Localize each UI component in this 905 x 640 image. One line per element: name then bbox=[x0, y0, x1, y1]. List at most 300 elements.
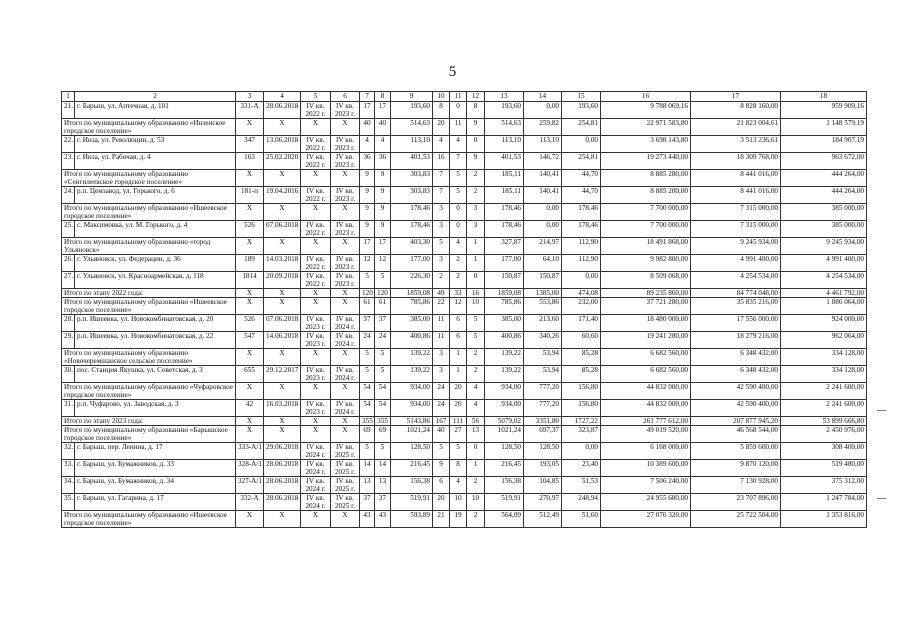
table-cell: 7 130 928,00 bbox=[691, 477, 781, 494]
table-cell: 181-п bbox=[236, 187, 264, 204]
address-cell: р.п. Чуфарово, ул. Заводская, д. 3 bbox=[75, 400, 236, 417]
table-cell: 17 bbox=[360, 102, 375, 119]
table-cell: 519,91 bbox=[485, 494, 524, 511]
table-cell: 111 bbox=[450, 417, 467, 426]
table-cell: 1859,08 bbox=[391, 289, 433, 298]
table-cell: 49 bbox=[433, 289, 450, 298]
table-cell: 3 bbox=[433, 204, 450, 221]
table-cell: 207 877 945,20 bbox=[691, 417, 781, 426]
table-row bbox=[62, 255, 867, 272]
table-cell: 2 bbox=[467, 366, 485, 383]
table-cell: 120 bbox=[375, 289, 391, 298]
table-cell: 5 bbox=[360, 272, 375, 289]
table-cell: 777,20 bbox=[524, 383, 562, 400]
table-cell: X bbox=[236, 511, 264, 528]
table-cell: 28.06.2018 bbox=[264, 494, 301, 511]
table-cell: X bbox=[264, 349, 301, 366]
table-cell: IV кв. 2022 г. bbox=[301, 272, 331, 289]
table-cell: 9 245 934,00 bbox=[691, 238, 781, 255]
register-table bbox=[61, 91, 867, 528]
table-cell: 156,80 bbox=[562, 383, 601, 400]
table-cell: 1 247 784,00 bbox=[781, 494, 867, 511]
table-cell: X bbox=[301, 289, 331, 298]
table-cell: IV кв. 2022 г. bbox=[301, 187, 331, 204]
table-cell: IV кв. 2024 г. bbox=[331, 400, 360, 417]
table-cell: 177,00 bbox=[391, 255, 433, 272]
table-cell: 2 241 600,00 bbox=[781, 400, 867, 417]
table-cell: 24 bbox=[360, 332, 375, 349]
table-cell: 37 bbox=[375, 315, 391, 332]
table-cell: 9 bbox=[360, 221, 375, 238]
table-cell: 12 bbox=[360, 255, 375, 272]
table-cell: 42 590 400,00 bbox=[691, 400, 781, 417]
table-cell: X bbox=[264, 119, 301, 136]
table-cell: 54 bbox=[360, 383, 375, 400]
table-cell: 60,60 bbox=[562, 332, 601, 349]
table-cell: 924 000,00 bbox=[781, 315, 867, 332]
table-cell: 934,00 bbox=[391, 383, 433, 400]
table-cell: 24 bbox=[375, 332, 391, 349]
table-cell: X bbox=[331, 511, 360, 528]
table-cell: 85,28 bbox=[562, 349, 601, 366]
table-cell: 512,49 bbox=[524, 511, 562, 528]
table-cell: 328-А/1 bbox=[236, 460, 264, 477]
column-number: 15 bbox=[562, 92, 601, 102]
table-cell: X bbox=[331, 383, 360, 400]
margin-mark bbox=[877, 498, 886, 499]
table-cell: IV кв. 2025 г. bbox=[331, 494, 360, 511]
row-number: 32. bbox=[62, 443, 75, 460]
table-cell: 5 bbox=[360, 443, 375, 460]
table-cell: 56 bbox=[467, 417, 485, 426]
table-cell: 5 bbox=[450, 443, 467, 460]
subtotal-label: Итого по муниципальному образованию «Инзенское городское поселение» bbox=[62, 119, 236, 136]
table-cell: 7 506 240,00 bbox=[601, 477, 691, 494]
table-cell: 4 bbox=[450, 238, 467, 255]
table-cell: 400,86 bbox=[391, 332, 433, 349]
table-cell: 5079,02 bbox=[485, 417, 524, 426]
table-cell: 42 590 400,00 bbox=[691, 383, 781, 400]
table-cell: IV кв. 2023 г. bbox=[301, 400, 331, 417]
table-cell: 333-А/1 bbox=[236, 443, 264, 460]
table-cell: 9 982 800,00 bbox=[601, 255, 691, 272]
row-number: 34. bbox=[62, 477, 75, 494]
table-cell: 4 bbox=[450, 477, 467, 494]
table-cell: 128,50 bbox=[391, 443, 433, 460]
column-number: 12 bbox=[467, 92, 485, 102]
table-cell: 19 bbox=[450, 511, 467, 528]
table-cell: 178,46 bbox=[391, 204, 433, 221]
table-cell: 29.06.2018 bbox=[264, 443, 301, 460]
table-cell: IV кв. 2023 г. bbox=[331, 136, 360, 153]
table-cell: 128,50 bbox=[524, 443, 562, 460]
table-cell: 7 315 000,00 bbox=[691, 221, 781, 238]
table-cell: 193,60 bbox=[485, 102, 524, 119]
table-cell: 27 076 320,00 bbox=[601, 511, 691, 528]
table-cell: 10 389 600,00 bbox=[601, 460, 691, 477]
table-cell: 226,30 bbox=[391, 272, 433, 289]
table-cell: 178,46 bbox=[485, 204, 524, 221]
table-cell: 139,22 bbox=[485, 366, 524, 383]
table-cell: 1021,24 bbox=[391, 426, 433, 443]
table-cell: 9 245 934,00 bbox=[781, 238, 867, 255]
table-cell: IV кв. 2022 г. bbox=[301, 153, 331, 170]
address-cell: р.п. Ишеевка, ул. Новокомбинатовская, д. 22 bbox=[75, 332, 236, 349]
table-cell: 11 bbox=[450, 119, 467, 136]
table-cell: 24 955 680,00 bbox=[601, 494, 691, 511]
address-cell: г. Ульяновск, ул. Красноармейская, д. 118 bbox=[75, 272, 236, 289]
table-cell: 1021,24 bbox=[485, 426, 524, 443]
table-cell: 23 707 896,00 bbox=[691, 494, 781, 511]
table-cell: 3 bbox=[433, 366, 450, 383]
table-cell: 1 353 816,00 bbox=[781, 511, 867, 528]
table-cell: X bbox=[331, 119, 360, 136]
table-cell: 5 bbox=[433, 238, 450, 255]
table-cell: 178,46 bbox=[562, 221, 601, 238]
table-cell: 2 bbox=[467, 187, 485, 204]
table-cell: 1 bbox=[467, 238, 485, 255]
column-number: 9 bbox=[391, 92, 433, 102]
table-cell: 2 bbox=[450, 255, 467, 272]
table-cell: 2 bbox=[467, 349, 485, 366]
table-cell: 0,00 bbox=[524, 204, 562, 221]
table-cell: 28.06.2018 bbox=[264, 460, 301, 477]
table-cell: 14 bbox=[375, 460, 391, 477]
table-cell: 51,60 bbox=[562, 511, 601, 528]
table-row bbox=[62, 136, 867, 153]
table-cell: X bbox=[301, 383, 331, 400]
table-cell: 7 bbox=[450, 153, 467, 170]
table-cell: IV кв. 2024 г. bbox=[301, 477, 331, 494]
table-cell: 0,00 bbox=[524, 102, 562, 119]
table-cell: 6 348 432,00 bbox=[691, 349, 781, 366]
address-cell: г. Ульяновск, ул. Федерации, д. 36 bbox=[75, 255, 236, 272]
table-cell: 177,00 bbox=[485, 255, 524, 272]
table-cell: IV кв. 2022 г. bbox=[301, 136, 331, 153]
table-cell: 46 568 544,00 bbox=[691, 426, 781, 443]
table-cell: 8 509 068,00 bbox=[601, 272, 691, 289]
table-cell: 327,87 bbox=[485, 238, 524, 255]
address-cell: с. Максимовка, ул. М. Горького, д. 4 bbox=[75, 221, 236, 238]
table-cell: 53 899 666,80 bbox=[781, 417, 867, 426]
table-cell: 14.03.2018 bbox=[264, 255, 301, 272]
table-cell: X bbox=[236, 383, 264, 400]
table-cell: 4 bbox=[450, 136, 467, 153]
table-cell: 9 bbox=[375, 187, 391, 204]
table-cell: 25 722 504,00 bbox=[691, 511, 781, 528]
table-cell: X bbox=[236, 119, 264, 136]
table-cell: 150,87 bbox=[485, 272, 524, 289]
table-cell: 7 bbox=[433, 170, 450, 187]
table-cell: 5 bbox=[360, 349, 375, 366]
table-cell: 270,97 bbox=[524, 494, 562, 511]
table-cell: 0,00 bbox=[562, 272, 601, 289]
table-cell: 4 254 534,00 bbox=[781, 272, 867, 289]
table-cell: 18 279 216,00 bbox=[691, 332, 781, 349]
table-cell: X bbox=[301, 426, 331, 443]
table-cell: 214,97 bbox=[524, 238, 562, 255]
table-cell: 140,41 bbox=[524, 187, 562, 204]
column-number: 2 bbox=[75, 92, 236, 102]
table-cell: X bbox=[301, 170, 331, 187]
table-cell: 9 bbox=[360, 187, 375, 204]
table-cell: 37 bbox=[360, 315, 375, 332]
table-cell: 11 bbox=[433, 332, 450, 349]
table-cell: 323,87 bbox=[562, 426, 601, 443]
table-cell: 334 128,00 bbox=[781, 349, 867, 366]
address-cell: г. Барыш, ул. Бумажников, д. 34 bbox=[75, 477, 236, 494]
table-cell: 9 bbox=[375, 221, 391, 238]
table-cell: IV кв. 2023 г. bbox=[331, 153, 360, 170]
table-cell: 20 bbox=[433, 494, 450, 511]
table-cell: 156,38 bbox=[485, 477, 524, 494]
table-row bbox=[62, 272, 867, 289]
table-cell: 519 480,00 bbox=[781, 460, 867, 477]
table-cell: X bbox=[236, 349, 264, 366]
table-cell: 16 bbox=[433, 153, 450, 170]
table-cell: 10 bbox=[450, 494, 467, 511]
table-cell: 61 bbox=[360, 298, 375, 315]
table-cell: 16 bbox=[467, 289, 485, 298]
table-cell: 54 bbox=[360, 400, 375, 417]
table-cell: X bbox=[236, 417, 264, 426]
table-cell: 593,89 bbox=[391, 511, 433, 528]
table-cell: 53,94 bbox=[524, 349, 562, 366]
table-cell: 254,81 bbox=[562, 119, 601, 136]
table-cell: 303,83 bbox=[391, 187, 433, 204]
table-cell: 1 bbox=[467, 460, 485, 477]
table-cell: IV кв. 2025 г. bbox=[331, 477, 360, 494]
table-cell: 13 bbox=[360, 477, 375, 494]
table-cell: 375 312,00 bbox=[781, 477, 867, 494]
table-cell: 84 774 048,00 bbox=[691, 289, 781, 298]
subtotal-label: Итого по муниципальному образованию «Барышское городское поселение» bbox=[62, 426, 236, 443]
table-cell: 9 bbox=[467, 119, 485, 136]
table-cell: 519,91 bbox=[391, 494, 433, 511]
table-cell: 20 bbox=[450, 383, 467, 400]
table-cell: 14 bbox=[360, 460, 375, 477]
table-cell: X bbox=[264, 204, 301, 221]
subtotal-label: Итого по этапу 2022 года: bbox=[62, 289, 236, 298]
table-cell: 29.12.2017 bbox=[264, 366, 301, 383]
table-cell: 5 bbox=[450, 170, 467, 187]
table-cell: 54 bbox=[375, 383, 391, 400]
table-cell: X bbox=[264, 426, 301, 443]
table-cell: 6 bbox=[433, 477, 450, 494]
table-row bbox=[62, 443, 867, 460]
table-cell: IV кв. 2024 г. bbox=[331, 366, 360, 383]
subtotal-label: Итого по муниципальному образованию «Ишеевское городское поселение» bbox=[62, 511, 236, 528]
row-number: 31. bbox=[62, 400, 75, 417]
table-cell: 331-А bbox=[236, 102, 264, 119]
table-cell: 13 bbox=[467, 426, 485, 443]
table-cell: 9 bbox=[433, 460, 450, 477]
table-cell: 0 bbox=[467, 443, 485, 460]
table-cell: 37 721 280,00 bbox=[601, 298, 691, 315]
table-cell: X bbox=[301, 204, 331, 221]
subtotal-label: Итого по этапу 2023 года: bbox=[62, 417, 236, 426]
row-number: 26. bbox=[62, 255, 75, 272]
address-cell: г. Инза, ул. Рабочая, д. 4 bbox=[75, 153, 236, 170]
table-cell: 355 bbox=[360, 417, 375, 426]
table-cell: 23,40 bbox=[562, 460, 601, 477]
table-cell: 2 bbox=[433, 272, 450, 289]
table-cell: IV кв. 2023 г. bbox=[301, 315, 331, 332]
stage-total-row bbox=[62, 289, 867, 298]
table-cell: 12 bbox=[375, 255, 391, 272]
table-cell: 40 bbox=[433, 426, 450, 443]
table-cell: 4 bbox=[433, 136, 450, 153]
table-cell: 51,53 bbox=[562, 477, 601, 494]
table-cell: 185,11 bbox=[485, 187, 524, 204]
table-cell: IV кв. 2024 г. bbox=[301, 443, 331, 460]
margin-mark bbox=[877, 410, 886, 411]
table-cell: 20.09.2018 bbox=[264, 272, 301, 289]
table-cell: X bbox=[236, 204, 264, 221]
table-cell: 2 bbox=[467, 477, 485, 494]
table-cell: 8 828 160,00 bbox=[691, 102, 781, 119]
table-cell: 248,94 bbox=[562, 494, 601, 511]
table-cell: 4 991 400,00 bbox=[781, 255, 867, 272]
table-cell: X bbox=[331, 289, 360, 298]
table-cell: 193,05 bbox=[524, 460, 562, 477]
table-cell: 1814 bbox=[236, 272, 264, 289]
table-cell: 785,86 bbox=[485, 298, 524, 315]
column-number: 8 bbox=[375, 92, 391, 102]
row-number: 23. bbox=[62, 153, 75, 170]
table-cell: 934,00 bbox=[391, 400, 433, 417]
table-cell: 69 bbox=[360, 426, 375, 443]
column-number: 13 bbox=[485, 92, 524, 102]
table-cell: 22 971 583,80 bbox=[601, 119, 691, 136]
column-number: 18 bbox=[781, 92, 867, 102]
table-cell: 9 bbox=[467, 153, 485, 170]
table-cell: 22 bbox=[433, 298, 450, 315]
table-cell: X bbox=[331, 349, 360, 366]
table-cell: 85,28 bbox=[562, 366, 601, 383]
table-cell: 0 bbox=[450, 204, 467, 221]
table-cell: 112,90 bbox=[562, 255, 601, 272]
subtotal-label: Итого по муниципальному образованию «Ишеевское городское поселение» bbox=[62, 204, 236, 221]
table-cell: 1 bbox=[450, 349, 467, 366]
table-cell: 3351,80 bbox=[524, 417, 562, 426]
table-cell: 547 bbox=[236, 332, 264, 349]
row-number: 27. bbox=[62, 272, 75, 289]
table-cell: 64,10 bbox=[524, 255, 562, 272]
table-cell: 514,63 bbox=[485, 119, 524, 136]
table-cell: 43 bbox=[375, 511, 391, 528]
table-cell: X bbox=[301, 417, 331, 426]
table-cell: 3 bbox=[433, 255, 450, 272]
table-cell: 216,45 bbox=[485, 460, 524, 477]
column-number: 5 bbox=[301, 92, 331, 102]
table-cell: 17 bbox=[375, 238, 391, 255]
table-cell: IV кв. 2022 г. bbox=[301, 102, 331, 119]
table-cell: 120 bbox=[360, 289, 375, 298]
table-cell: 4 bbox=[375, 136, 391, 153]
table-cell: X bbox=[301, 349, 331, 366]
table-cell: 1 bbox=[450, 366, 467, 383]
table-cell: 167 bbox=[433, 417, 450, 426]
table-cell: 9 bbox=[360, 170, 375, 187]
table-cell: 49 019 520,00 bbox=[601, 426, 691, 443]
subtotal-row bbox=[62, 383, 867, 400]
table-cell: 150,87 bbox=[524, 272, 562, 289]
table-cell: 347 bbox=[236, 136, 264, 153]
subtotal-label: Итого по муниципальному образованию «Новочеремшанское сельское поселение» bbox=[62, 349, 236, 366]
table-cell: X bbox=[236, 170, 264, 187]
table-cell: 6 bbox=[450, 315, 467, 332]
table-cell: 37 bbox=[375, 494, 391, 511]
table-cell: 3 bbox=[433, 221, 450, 238]
table-cell: 193,60 bbox=[562, 102, 601, 119]
column-number: 10 bbox=[433, 92, 450, 102]
table-cell: 308 400,00 bbox=[781, 443, 867, 460]
table-cell: 5 bbox=[375, 443, 391, 460]
subtotal-row bbox=[62, 119, 867, 136]
table-cell: X bbox=[301, 298, 331, 315]
table-cell: 355 bbox=[375, 417, 391, 426]
table-cell: 5 bbox=[375, 366, 391, 383]
row-number: 21. bbox=[62, 102, 75, 119]
table-cell: 13 bbox=[375, 477, 391, 494]
table-cell: X bbox=[331, 417, 360, 426]
table-cell: IV кв. 2023 г. bbox=[331, 272, 360, 289]
table-cell: 213,60 bbox=[524, 315, 562, 332]
table-cell: 10 bbox=[467, 298, 485, 315]
table-cell: 2 241 600,00 bbox=[781, 383, 867, 400]
table-cell: 6 168 000,00 bbox=[601, 443, 691, 460]
table-cell: 9 788 069,16 bbox=[601, 102, 691, 119]
table-cell: 9 870 120,00 bbox=[691, 460, 781, 477]
table-cell: 8 441 016,00 bbox=[691, 170, 781, 187]
table-cell: 178,46 bbox=[391, 221, 433, 238]
table-cell: X bbox=[301, 511, 331, 528]
column-number: 1 bbox=[62, 92, 75, 102]
table-cell: 139,22 bbox=[391, 349, 433, 366]
table-cell: 514,63 bbox=[391, 119, 433, 136]
table-cell: X bbox=[264, 238, 301, 255]
table-cell: X bbox=[331, 170, 360, 187]
table-cell: X bbox=[264, 383, 301, 400]
table-cell: 61 bbox=[375, 298, 391, 315]
table-cell: 178,46 bbox=[485, 221, 524, 238]
table-cell: 934,00 bbox=[485, 400, 524, 417]
table-cell: 963 672,00 bbox=[781, 153, 867, 170]
table-row bbox=[62, 477, 867, 494]
table-cell: 303,83 bbox=[391, 170, 433, 187]
table-cell: 9 bbox=[375, 170, 391, 187]
table-cell: 17 556 000,00 bbox=[691, 315, 781, 332]
table-cell: 89 235 860,00 bbox=[601, 289, 691, 298]
table-row bbox=[62, 400, 867, 417]
table-cell: 185,11 bbox=[485, 170, 524, 187]
table-cell: 1 148 579,19 bbox=[781, 119, 867, 136]
table-cell: 0,00 bbox=[562, 136, 601, 153]
address-cell: г. Барыш, ул. Аптечная, д. 101 bbox=[75, 102, 236, 119]
table-cell: 5 bbox=[433, 443, 450, 460]
table-cell: 44,70 bbox=[562, 187, 601, 204]
table-cell: 2 450 976,00 bbox=[781, 426, 867, 443]
table-cell: IV кв. 2023 г. bbox=[331, 255, 360, 272]
table-cell: 1859,08 bbox=[485, 289, 524, 298]
table-cell: 8 bbox=[467, 102, 485, 119]
table-cell: X bbox=[264, 298, 301, 315]
table-cell: X bbox=[301, 238, 331, 255]
table-cell: 18 309 768,00 bbox=[691, 153, 781, 170]
table-cell: IV кв. 2023 г. bbox=[331, 221, 360, 238]
table-cell: 2 bbox=[467, 170, 485, 187]
